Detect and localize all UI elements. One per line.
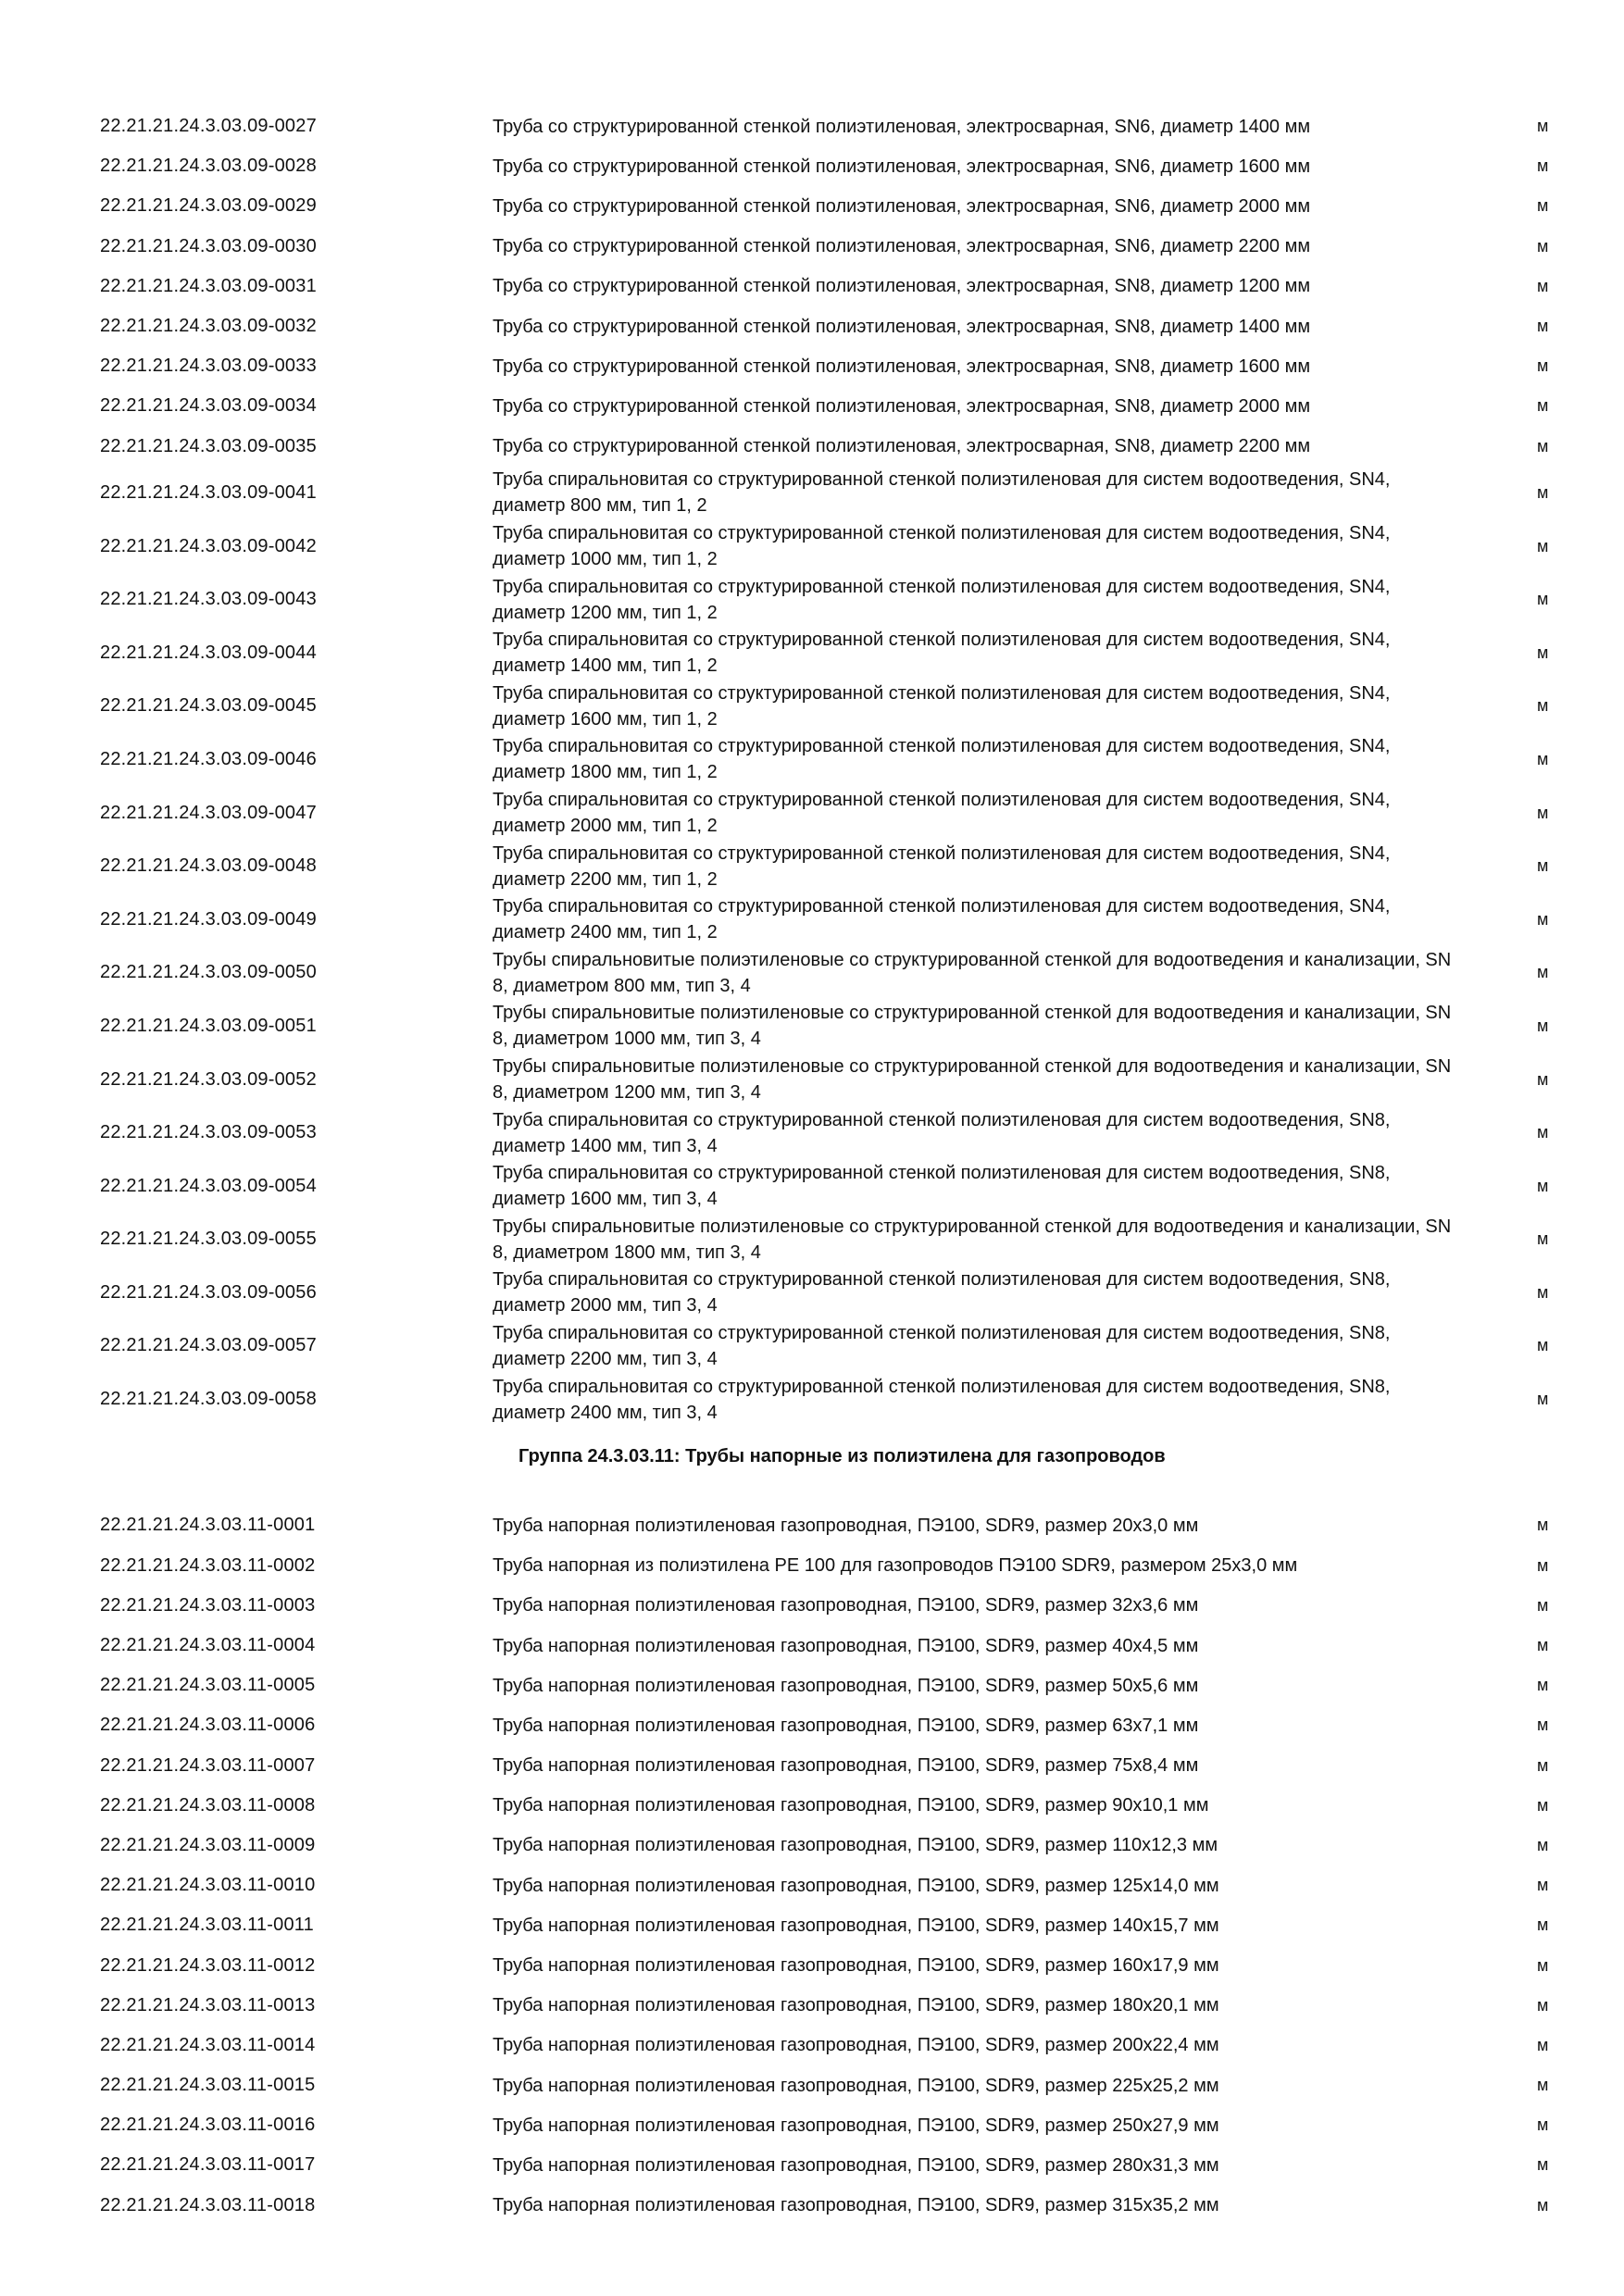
table-row <box>0 427 1624 467</box>
table-row <box>0 267 1624 306</box>
item-code: 22.21.21.24.3.03.09-0034 <box>100 395 317 417</box>
table-row <box>0 946 1624 1000</box>
item-unit: м <box>1537 1069 1549 1089</box>
item-unit: м <box>1537 1995 1549 2015</box>
table-row <box>0 1106 1624 1160</box>
item-name: Труба спиральновитая со структурированной стенкой полиэтиленовая для систем водоотведения, SN8, диаметр 2400 мм, тип 3, 4 <box>493 1376 1391 1423</box>
item-name: Труба напорная полиэтиленовая газопроводная, ПЭ100, SDR9, размер 90x10,1 мм <box>493 1795 1209 1816</box>
table-row <box>0 1000 1624 1054</box>
table-row <box>0 1826 1624 1866</box>
item-unit: м <box>1537 1229 1549 1249</box>
item-code: 22.21.21.24.3.03.11-0005 <box>100 1675 316 1696</box>
item-name: Труба напорная полиэтиленовая газопроводная, ПЭ100, SDR9, размер 140x15,7 мм <box>493 1915 1219 1936</box>
item-unit: м <box>1537 909 1549 929</box>
item-name: Труба спиральновитая со структурированной стенкой полиэтиленовая для систем водоотведения, SN8, диаметр 1600 мм, тип 3, 4 <box>493 1163 1391 1210</box>
table-row <box>0 346 1624 386</box>
item-name: Труба со структурированной стенкой полиэтиленовая, электросварная, SN8, диаметр 1600 мм <box>493 356 1311 377</box>
item-name: Труба спиральновитая со структурированной стенкой полиэтиленовая для систем водоотведения, SN4, диаметр 1400 мм, тип 1, 2 <box>493 630 1391 677</box>
item-unit: м <box>1537 1716 1549 1735</box>
item-unit: м <box>1537 1176 1549 1195</box>
table-row <box>0 786 1624 840</box>
item-code: 22.21.21.24.3.03.11-0006 <box>100 1715 316 1736</box>
item-name: Труба спиральновитая со структурированной стенкой полиэтиленовая для систем водоотведения, SN4, диаметр 1200 мм, тип 1, 2 <box>493 576 1391 623</box>
item-unit: м <box>1537 196 1549 216</box>
item-name: Труба со структурированной стенкой полиэтиленовая, электросварная, SN6, диаметр 1400 мм <box>493 116 1311 137</box>
item-name: Труба со структурированной стенкой полиэтиленовая, электросварная, SN8, диаметр 1200 мм <box>493 276 1311 297</box>
item-name: Трубы спиральновитые полиэтиленовые со структурированной стенкой для водоотведения и канализации, SN 8, диаметром 1200 мм, тип 3, 4 <box>493 1056 1452 1104</box>
item-unit: м <box>1537 2115 1549 2135</box>
table-row <box>0 2186 1624 2226</box>
item-code: 22.21.21.24.3.03.11-0011 <box>100 1915 314 1936</box>
table-row <box>0 626 1624 680</box>
item-code: 22.21.21.24.3.03.09-0049 <box>100 908 317 930</box>
table-row <box>0 892 1624 946</box>
table-row <box>0 2026 1624 2065</box>
item-code: 22.21.21.24.3.03.09-0055 <box>100 1229 317 1250</box>
table-row <box>0 1746 1624 1786</box>
table-row <box>0 1505 1624 1545</box>
item-code: 22.21.21.24.3.03.09-0047 <box>100 802 317 823</box>
item-unit: м <box>1537 590 1549 609</box>
item-code: 22.21.21.24.3.03.11-0007 <box>100 1754 316 1776</box>
item-name: Труба напорная полиэтиленовая газопроводная, ПЭ100, SDR9, размер 125x14,0 мм <box>493 1875 1219 1896</box>
table-row <box>0 1666 1624 1705</box>
table-row <box>0 186 1624 226</box>
item-name: Труба со структурированной стенкой полиэтиленовая, электросварная, SN6, диаметр 2000 мм <box>493 195 1311 217</box>
table-row <box>0 573 1624 627</box>
item-name: Труба спиральновитая со структурированной стенкой полиэтиленовая для систем водоотведения, SN4, диаметр 1800 мм, тип 1, 2 <box>493 736 1391 783</box>
item-code: 22.21.21.24.3.03.09-0051 <box>100 1015 317 1036</box>
item-code: 22.21.21.24.3.03.11-0004 <box>100 1635 316 1656</box>
table-row <box>0 1986 1624 2026</box>
item-unit: м <box>1537 1123 1549 1142</box>
item-code: 22.21.21.24.3.03.09-0048 <box>100 855 317 877</box>
item-name: Труба напорная полиэтиленовая газопроводная, ПЭ100, SDR9, размер 50x5,6 мм <box>493 1675 1199 1696</box>
table-row <box>0 2145 1624 2185</box>
item-code: 22.21.21.24.3.03.11-0013 <box>100 1994 316 2015</box>
table-row <box>0 519 1624 573</box>
table-row <box>0 2105 1624 2145</box>
item-code: 22.21.21.24.3.03.09-0027 <box>100 116 317 137</box>
item-unit: м <box>1537 536 1549 555</box>
item-code: 22.21.21.24.3.03.11-0017 <box>100 2154 316 2176</box>
item-unit: м <box>1537 156 1549 176</box>
item-code: 22.21.21.24.3.03.11-0001 <box>100 1515 316 1536</box>
item-unit: м <box>1537 1955 1549 1975</box>
item-unit: м <box>1537 856 1549 876</box>
table-row <box>0 1626 1624 1666</box>
item-code: 22.21.21.24.3.03.09-0031 <box>100 275 317 296</box>
item-name: Труба со структурированной стенкой полиэтиленовая, электросварная, SN8, диаметр 1400 мм <box>493 316 1311 337</box>
item-code: 22.21.21.24.3.03.11-0009 <box>100 1834 316 1855</box>
item-unit: м <box>1537 396 1549 416</box>
item-name: Труба со структурированной стенкой полиэтиленовая, электросварная, SN8, диаметр 2200 мм <box>493 436 1311 457</box>
table-row <box>0 2065 1624 2105</box>
item-unit: м <box>1537 1876 1549 1895</box>
item-name: Трубы спиральновитые полиэтиленовые со структурированной стенкой для водоотведения и канализации, SN 8, диаметром 1800 мм, тип 3, 4 <box>493 1216 1452 1263</box>
item-code: 22.21.21.24.3.03.09-0032 <box>100 316 317 337</box>
item-unit: м <box>1537 317 1549 336</box>
item-code: 22.21.21.24.3.03.11-0016 <box>100 2115 316 2136</box>
item-unit: м <box>1537 1282 1549 1302</box>
item-unit: м <box>1537 749 1549 768</box>
item-code: 22.21.21.24.3.03.11-0015 <box>100 2075 316 2096</box>
item-name: Труба напорная полиэтиленовая газопроводная, ПЭ100, SDR9, размер 75x8,4 мм <box>493 1755 1199 1777</box>
item-code: 22.21.21.24.3.03.09-0043 <box>100 589 317 610</box>
item-name: Труба напорная полиэтиленовая газопроводная, ПЭ100, SDR9, размер 200x22,4 мм <box>493 2035 1219 2056</box>
item-unit: м <box>1537 1636 1549 1655</box>
item-name: Труба напорная полиэтиленовая газопроводная, ПЭ100, SDR9, размер 40x4,5 мм <box>493 1635 1199 1656</box>
item-name: Труба напорная полиэтиленовая газопроводная, ПЭ100, SDR9, размер 110x12,3 мм <box>493 1835 1218 1856</box>
item-name: Труба напорная из полиэтилена PE 100 для газопроводов ПЭ100 SDR9, размером 25x3,0 мм <box>493 1555 1298 1577</box>
table-row <box>0 1319 1624 1373</box>
table-row <box>0 733 1624 787</box>
item-unit: м <box>1537 1016 1549 1035</box>
item-name: Труба напорная полиэтиленовая газопроводная, ПЭ100, SDR9, размер 63x7,1 мм <box>493 1715 1199 1736</box>
item-name: Труба напорная полиэтиленовая газопроводная, ПЭ100, SDR9, размер 225x25,2 мм <box>493 2075 1219 2096</box>
item-name: Труба спиральновитая со структурированной стенкой полиэтиленовая для систем водоотведения, SN8, диаметр 2200 мм, тип 3, 4 <box>493 1322 1391 1369</box>
item-name: Труба напорная полиэтиленовая газопроводная, ПЭ100, SDR9, размер 280x31,3 мм <box>493 2154 1219 2176</box>
table-row <box>0 1586 1624 1626</box>
item-name: Труба напорная полиэтиленовая газопроводная, ПЭ100, SDR9, размер 160x17,9 мм <box>493 1955 1219 1977</box>
table-row <box>0 1546 1624 1586</box>
table-row <box>0 386 1624 426</box>
group-heading: Группа 24.3.03.11: Трубы напорные из полиэтилена для газопроводов <box>518 1446 1166 1467</box>
table-row <box>0 1786 1624 1826</box>
item-unit: м <box>1537 1676 1549 1695</box>
item-unit: м <box>1537 1336 1549 1355</box>
item-name: Труба напорная полиэтиленовая газопроводная, ПЭ100, SDR9, размер 180x20,1 мм <box>493 1995 1219 2016</box>
item-unit: м <box>1537 1555 1549 1575</box>
table-row <box>0 1267 1624 1320</box>
item-code: 22.21.21.24.3.03.11-0002 <box>100 1554 316 1576</box>
item-code: 22.21.21.24.3.03.11-0014 <box>100 2034 316 2055</box>
item-name: Труба спиральновитая со структурированной стенкой полиэтиленовая для систем водоотведения, SN8, диаметр 2000 мм, тип 3, 4 <box>493 1269 1391 1316</box>
item-code: 22.21.21.24.3.03.09-0054 <box>100 1175 317 1196</box>
item-code: 22.21.21.24.3.03.09-0041 <box>100 481 317 503</box>
item-code: 22.21.21.24.3.03.11-0012 <box>100 1954 316 1976</box>
table-row <box>0 1866 1624 1905</box>
item-code: 22.21.21.24.3.03.11-0008 <box>100 1794 316 1816</box>
item-unit: м <box>1537 1915 1549 1935</box>
item-name: Труба со структурированной стенкой полиэтиленовая, электросварная, SN6, диаметр 1600 мм <box>493 156 1311 177</box>
item-name: Труба со структурированной стенкой полиэтиленовая, электросварная, SN8, диаметр 2000 мм <box>493 395 1311 417</box>
item-unit: м <box>1537 643 1549 662</box>
table-row <box>0 840 1624 893</box>
item-unit: м <box>1537 2155 1549 2175</box>
item-name: Труба напорная полиэтиленовая газопроводная, ПЭ100, SDR9, размер 20x3,0 мм <box>493 1515 1199 1536</box>
item-name: Труба со структурированной стенкой полиэтиленовая, электросварная, SN6, диаметр 2200 мм <box>493 236 1311 257</box>
item-name: Труба напорная полиэтиленовая газопроводная, ПЭ100, SDR9, размер 32x3,6 мм <box>493 1595 1199 1616</box>
item-name: Труба спиральновитая со структурированной стенкой полиэтиленовая для систем водоотведения, SN4, диаметр 800 мм, тип 1, 2 <box>493 469 1391 517</box>
table-row <box>0 1053 1624 1106</box>
table-row <box>0 1705 1624 1745</box>
item-code: 22.21.21.24.3.03.09-0056 <box>100 1281 317 1303</box>
item-unit: м <box>1537 696 1549 716</box>
item-code: 22.21.21.24.3.03.09-0046 <box>100 748 317 769</box>
item-code: 22.21.21.24.3.03.09-0050 <box>100 962 317 983</box>
item-unit: м <box>1537 482 1549 502</box>
table-row <box>0 1373 1624 1427</box>
table-row <box>0 306 1624 346</box>
item-unit: м <box>1537 1390 1549 1409</box>
table-row <box>0 1159 1624 1213</box>
item-unit: м <box>1537 236 1549 256</box>
item-code: 22.21.21.24.3.03.09-0044 <box>100 642 317 663</box>
item-unit: м <box>1537 1795 1549 1815</box>
item-name: Труба спиральновитая со структурированной стенкой полиэтиленовая для систем водоотведения, SN4, диаметр 1000 мм, тип 1, 2 <box>493 523 1391 570</box>
item-code: 22.21.21.24.3.03.09-0033 <box>100 356 317 377</box>
table-row <box>0 146 1624 186</box>
item-code: 22.21.21.24.3.03.11-0003 <box>100 1594 316 1616</box>
group-heading-row <box>0 1426 1624 1505</box>
item-unit: м <box>1537 2035 1549 2054</box>
item-name: Труба спиральновитая со структурированной стенкой полиэтиленовая для систем водоотведения, SN8, диаметр 1400 мм, тип 3, 4 <box>493 1109 1391 1156</box>
resource-table <box>0 106 1624 2226</box>
item-unit: м <box>1537 356 1549 376</box>
item-code: 22.21.21.24.3.03.11-0018 <box>100 2194 316 2215</box>
item-unit: м <box>1537 436 1549 455</box>
item-unit: м <box>1537 803 1549 822</box>
item-unit: м <box>1537 1835 1549 1854</box>
item-code: 22.21.21.24.3.03.09-0045 <box>100 695 317 717</box>
item-code: 22.21.21.24.3.03.09-0035 <box>100 435 317 456</box>
item-unit: м <box>1537 2195 1549 2215</box>
item-unit: м <box>1537 117 1549 136</box>
item-code: 22.21.21.24.3.03.11-0010 <box>100 1875 316 1896</box>
item-code: 22.21.21.24.3.03.09-0042 <box>100 535 317 556</box>
item-unit: м <box>1537 1755 1549 1775</box>
item-code: 22.21.21.24.3.03.09-0057 <box>100 1335 317 1356</box>
table-row <box>0 1213 1624 1267</box>
item-unit: м <box>1537 2076 1549 2095</box>
table-row <box>0 467 1624 520</box>
item-name: Труба спиральновитая со структурированной стенкой полиэтиленовая для систем водоотведения, SN4, диаметр 2400 мм, тип 1, 2 <box>493 896 1391 943</box>
item-unit: м <box>1537 276 1549 295</box>
table-row <box>0 106 1624 146</box>
item-name: Труба напорная полиэтиленовая газопроводная, ПЭ100, SDR9, размер 250x27,9 мм <box>493 2115 1219 2136</box>
item-code: 22.21.21.24.3.03.09-0058 <box>100 1389 317 1410</box>
table-row <box>0 1945 1624 1985</box>
item-code: 22.21.21.24.3.03.09-0053 <box>100 1122 317 1143</box>
item-code: 22.21.21.24.3.03.09-0029 <box>100 195 317 217</box>
item-code: 22.21.21.24.3.03.09-0030 <box>100 235 317 256</box>
item-unit: м <box>1537 1516 1549 1535</box>
table-row <box>0 227 1624 267</box>
item-unit: м <box>1537 963 1549 982</box>
table-row <box>0 1905 1624 1945</box>
item-name: Трубы спиральновитые полиэтиленовые со структурированной стенкой для водоотведения и канализации, SN 8, диаметром 800 мм, тип 3, 4 <box>493 949 1452 996</box>
item-name: Трубы спиральновитые полиэтиленовые со структурированной стенкой для водоотведения и канализации, SN 8, диаметром 1000 мм, тип 3, 4 <box>493 1003 1452 1050</box>
table-row <box>0 680 1624 733</box>
item-name: Труба спиральновитая со структурированной стенкой полиэтиленовая для систем водоотведения, SN4, диаметр 1600 мм, тип 1, 2 <box>493 682 1391 730</box>
item-code: 22.21.21.24.3.03.09-0052 <box>100 1068 317 1090</box>
item-name: Труба напорная полиэтиленовая газопроводная, ПЭ100, SDR9, размер 315x35,2 мм <box>493 2195 1219 2216</box>
item-name: Труба спиральновитая со структурированной стенкой полиэтиленовая для систем водоотведения, SN4, диаметр 2000 мм, тип 1, 2 <box>493 790 1391 837</box>
item-unit: м <box>1537 1595 1549 1615</box>
item-name: Труба спиральновитая со структурированной стенкой полиэтиленовая для систем водоотведения, SN4, диаметр 2200 мм, тип 1, 2 <box>493 842 1391 890</box>
item-code: 22.21.21.24.3.03.09-0028 <box>100 156 317 177</box>
